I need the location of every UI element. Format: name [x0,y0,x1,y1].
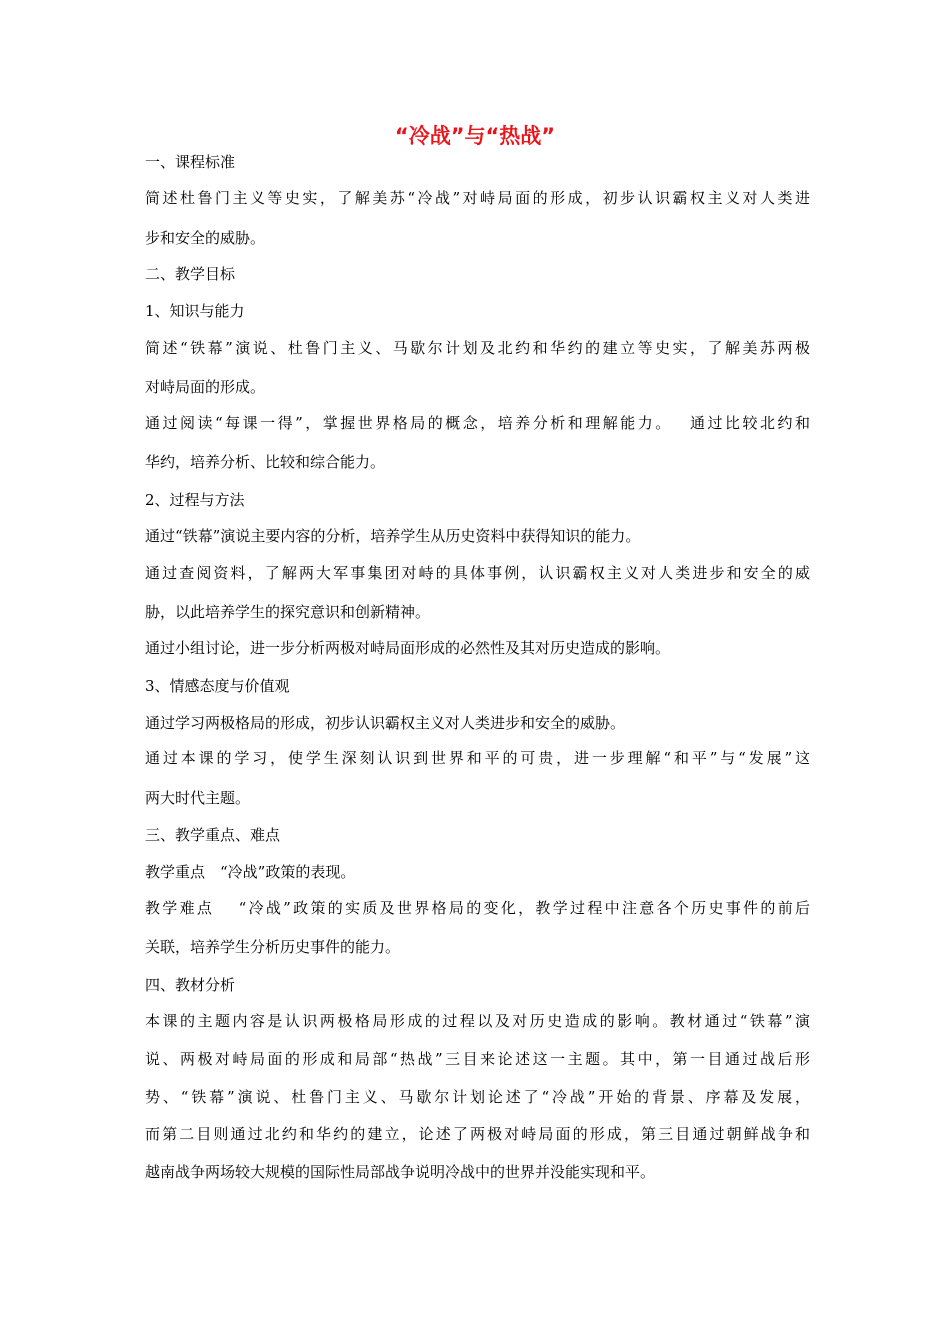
paragraph-line: 对峙局面的形成。 [145,378,266,396]
paragraph-line: 简述“铁幕”演说、杜鲁门主义、马歇尔计划及北约和华约的建立等史实，了解美苏两极 [145,339,810,357]
document-title: “冷战”与“热战” [394,124,556,148]
paragraph-line: 关联，培养学生分析历史事件的能力。 [145,938,401,956]
section-heading-course-standard: 一、课程标准 [145,153,236,171]
paragraph-line: 华约，培养分析、比较和综合能力。 [145,453,386,471]
paragraph-line: 步和安全的威胁。 [145,229,266,247]
section-heading-material-analysis: 四、教材分析 [145,976,236,994]
paragraph-line: 教学难点 “冷战”政策的实质及世界格局的变化，教学过程中注意各个历史事件的前后 [145,899,810,917]
subheading-process-method: 2、过程与方法 [145,491,245,509]
subheading-attitude-values: 3、情感态度与价值观 [145,677,290,695]
paragraph-line: 势、“铁幕”演说、杜鲁门主义、马歇尔计划论述了“冷战”开始的背景、序幕及发展， [145,1088,810,1106]
paragraph-line: 而第二目则通过北约和华约的建立，论述了两极对峙局面的形成，第三目通过朝鲜战争和 [145,1125,810,1143]
subheading-knowledge-ability: 1、知识与能力 [145,302,245,320]
paragraph-line: 越南战争两场较大规模的国际性局部战争说明冷战中的世界并没能实现和平。 [145,1163,656,1181]
paragraph-line: 通过小组讨论，进一步分析两极对峙局面形成的必然性及其对历史造成的影响。 [145,639,671,657]
section-heading-key-points: 三、教学重点、难点 [145,826,281,844]
paragraph-line: 教学重点 “冷战”政策的表现。 [145,863,356,881]
paragraph-line: 简述杜鲁门主义等史实，了解美苏“冷战”对峙局面的形成，初步认识霸权主义对人类进 [145,189,810,207]
paragraph-line: 胁，以此培养学生的探究意识和创新精神。 [145,603,431,621]
paragraph-line: 两大时代主题。 [145,789,251,807]
paragraph-line: 通过查阅资料，了解两大军事集团对峙的具体事例，认识霸权主义对人类进步和安全的威 [145,564,810,582]
paragraph-line: 说、两极对峙局面的形成和局部“热战”三目来论述这一主题。其中，第一目通过战后形 [145,1050,810,1068]
paragraph-line: 通过“铁幕”演说主要内容的分析，培养学生从历史资料中获得知识的能力。 [145,527,641,545]
section-heading-teaching-goals: 二、教学目标 [145,265,236,283]
paragraph-line: 本课的主题内容是认识两极格局形成的过程以及对历史造成的影响。教材通过“铁幕”演 [145,1012,810,1030]
paragraph-line: 通过阅读“每课一得”，掌握世界格局的概念，培养分析和理解能力。 通过比较北约和 [145,414,810,432]
paragraph-line: 通过学习两极格局的形成，初步认识霸权主义对人类进步和安全的威胁。 [145,714,626,732]
paragraph-line: 通过本课的学习，使学生深刻认识到世界和平的可贵，进一步理解“和平”与“发展”这 [145,749,810,767]
